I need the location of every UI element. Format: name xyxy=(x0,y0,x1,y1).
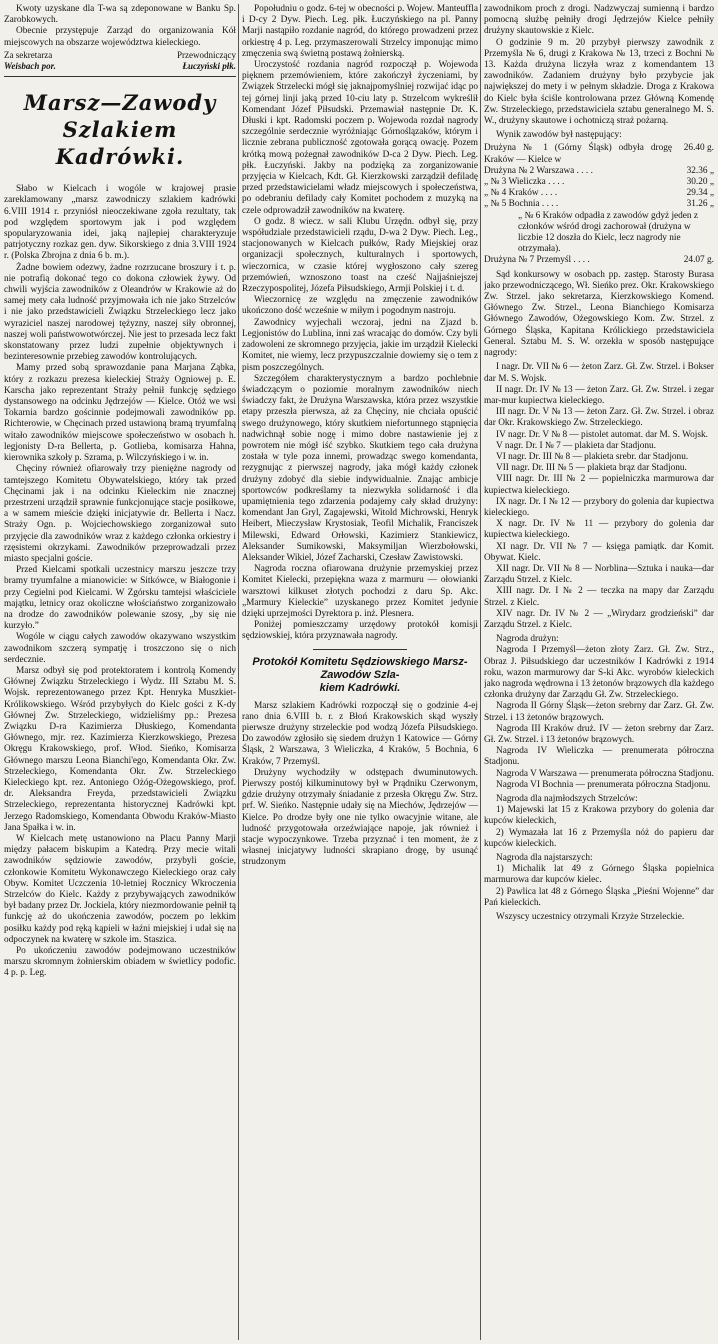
award-item: VI nagr. Dr. III № 8 — plakieta srebr. dar Stadjonu. xyxy=(496,451,689,462)
award-item: I nagr. Dr. VII № 6 — żeton Zarz. Gł. Zw. Strzel. i Bokser dar M. S. Wojsk. xyxy=(484,362,714,384)
result-team: „ № 5 Bochnia . . . . xyxy=(484,199,559,210)
closing-line: Wszyscy uczestnicy otrzymali Krzyże Strzeleckie. xyxy=(496,912,685,923)
award-item: V nagr. Dr. I № 7 — plakieta dar Stadjonu. xyxy=(496,440,657,451)
column-2 xyxy=(242,4,478,1340)
result-time: 26.40 g. xyxy=(683,143,714,154)
oldest-title: Nagroda dla najstarszych: xyxy=(496,853,593,864)
article-paragraph: Chęciny również ofiarowały trzy pieniężne nagrody od tamtejszego Komitetu Obywatelskiego, który tak przed Chęcinami jak i na odcinku Kieleckim nie znacznej przestrzeni urządził sprawnie funkcjonujące stacje posiłkowe, a w samem mieście dzięki inicjatywie dr. Bellerta i Nacz. Straży Ogn. p. Wojciechowskiego zorganizował suto przyjęcie dla zawodników wraz z każdego członka orkiestry i rzęsistemi okrzykami. Zawodników przeprowadzali przez miasto specjalni goście. xyxy=(4,464,236,564)
award-item: II nagr. Dr. IV № 13 — żeton Zarz. Gł. Zw. Strzel. i zegar mar-mur kupiectwa kieleckiego. xyxy=(484,384,714,406)
article-paragraph: Nagroda roczna ofiarowana drużynie przemyskiej przez Komitet Kielecki, przepiękna waza z marmuru — ołowianki warsztowi kilkuset złotych pochodzi z daru Sp. Akc. „Marmury Kieleckie” uzyskanego przez Komitet jedynie dzięki uprzejmości Dyrektora p. inż. Plesnera. xyxy=(242,564,478,619)
youngest-title: Nagroda dla najmłodszych Strzelców: xyxy=(496,794,638,805)
article-paragraph: Słabo w Kielcach i wogóle w krajowej prasie zareklamowany „marsz zawodniczy szlakiem kadrówki 6.VIII 1914 r. przyniósł nieoczekiwane zgoła rezultaty, tak pod względem sportowym jak i pod względem spopularyzowania idei, jaką najlepiej charakteryzuje patrjotyczny rozkaz gen. dyw. Sikorskiego z dnia 3.VIII 1924 r. (Polska Zbrojna z dnia 6 b. m.). xyxy=(4,184,236,262)
result-row xyxy=(484,188,714,199)
award-item: IV nagr. Dr. V № 8 — pistolet automat. dar M. S. Wojsk. xyxy=(496,429,708,440)
team-award-item: Nagroda IV Wieliczka — prenumerata półroczna Stadjonu. xyxy=(484,746,714,768)
award-item: IX nagr. Dr. I № 12 — przybory do golenia dar kupiectwa kieleckiego. xyxy=(484,496,714,518)
result-time: 32.36 „ xyxy=(686,165,714,176)
result-time: 24.07 g. xyxy=(683,255,714,266)
result-row xyxy=(484,166,714,177)
article-paragraph: Zawodnicy wyjechali wczoraj, jedni na Zjazd b. Legjonistów do Lublina, inni zaś wracając do domów. Czy byli zadowoleni ze skromnego przyjęcia, jakie im urządził Kielecki Komitet, nie wiemy, lecz przypuszczalnie dowiemy się o tem z pism poszczególnych. xyxy=(242,317,478,373)
protocol-paragraph: Drużyny wychodziły w odstępach dwuminutowych. Pierwszy postój kilkuminutowy był w Prądniku Czerwonym, gdzie drużyny otrzymały śniadanie z przesła Okręgu Zw. Strz. prf. W. Sieńko. Następnie udały się na Miechów, Jędrzejów — Kielce. Po drodze były one nie tylko owacyjnie witane, ale ludność przygotowała orzeźwiające napoje, jak również i stacje wypoczynkowe. Trzeba przyznać i ten moment, że z własnej inicjatywy ludności skrapiano drogę, by usunąć strudzonym xyxy=(242,767,478,868)
protocol-paragraph: Marsz szlakiem Kadrówki rozpoczął się o godzinie 4-ej rano dnia 6.VIII b. r. z Błoń Krakowskich skąd wyszły pierwsze drużyny strzeleckie pod wodzą Józefa Piłsudskiego. Do zawodów zgłosiło się siedem drużyn 1 Katowice — Górny Śląsk, 2 Warszawa, 3 Wieliczka, 4 Kraków, 5 Bochnia, 6 Kraków, 7 Przemyśl. xyxy=(242,700,478,767)
column-divider xyxy=(480,4,481,1340)
result-time: 31.26 „ xyxy=(686,199,714,210)
result-team: Drużyna № 2 Warszawa . . . . xyxy=(484,165,593,176)
result-row xyxy=(484,143,714,165)
chairman-name: Łuczyński płk. xyxy=(182,61,236,72)
result-team: Drużyna № 1 (Górny Śląsk) odbyła drogę Kraków — Kielce w xyxy=(484,143,672,165)
result-note: „ № 6 Kraków odpadła z zawodów gdyż jeden z członków wśród drogi zachorował (drużyna w liczbie 12 doszła do Kielc, lecz nagrody nie otrzymała). xyxy=(518,210,699,255)
team-award-item: Nagroda II Górny Śląsk—żeton srebrny dar Zarz. Gł. Zw. Strzel. i 13 żetonów brązowych. xyxy=(484,701,714,723)
article-paragraph: Uroczystość rozdania nagród rozpoczął p. Wojewoda pięknem przemówieniem, które zakończył życzeniami, by Związek Strzelecki mógł się jaknajpomyślniej rozwijać idąc po tej górnej linji jaką przed 10-ciu laty p. Strzelcom wykreślił Komendant Józef Piłsudski. Przemawiał następnie Dr. K. Dłuski i kpt. Radomski poczem p. Wojewoda rozdał nagrody szczególnie serdecznie wyróżniając Górnoślązaków, którym i licznie zebrana publiczność zgotowała gorącą owację. Pozem krótką mową pożegnał zawodników D-ca 2 Dyw. Piech. Leg. płk. Łuczyński. Jakby na podzięką za zorganizowanie przyjęcia w Kielcach, Kdt. Gł. Kierzkowski zarządził defiladę przed przedstawicielami władz miejscowych i społeczeństwa, po odebraniu defilady cały Komitet pochodem z muzyką na czele odprowadził zawodników na kwaterę. xyxy=(242,60,478,216)
headline-line: Szlakiem Kadrówki. xyxy=(55,117,185,170)
team-award-item: Nagroda V Warszawa — prenumerata półroczna Stadjonu. xyxy=(496,768,714,779)
award-item: VII nagr. Dr. III № 5 — plakieta brąz dar Stadjonu. xyxy=(496,463,687,474)
jury-paragraph: Sąd konkursowy w osobach pp. zastęp. Starosty Burasa jako przewodniczącego, Wł. Sieńko prez. Okr. Krakowskiego Zw. Strzel. jako sekretarza, Kierzkowskiego Komend. Głównego Zw. Strzel., Leona Bianchiego Komisarza Głównego Zawodów, Ożegowskiego Kom. Zw. Strzel. z Górnego Śląska, Kapitana Królickiego przedstawiciela General. Sztabu M. S. W. orzekła w sposób następujące nagrody: xyxy=(484,269,714,359)
article-paragraph: Szczegółem charakterystycznym a bardzo pochlebnie świadczącym o poziomie moralnym zawodników niech świadczy fakt, że Drużyna Warszawska, która przez wszystkie etapy przeszła pierwsza, aż za Chęciny, nie chciała opuścić swego drużynowego, który skutkiem niefortunnego stąpnięcia nadwichnął sobie nogę i mimo dobre nastawienie jej z powrotem nie mógł iść szybko. Skutkiem tego cała drużyna została w tyle poza innemi, prowadząc swego komendanta, rezygnując z pierwszej nagrody, jaka mógł każdy członek drużyny zdobyć dla siebie indywidualnie. Znając ambicje sportowców podkreślamy ta niezwykła solidarność i dla upamiętnienia tego zdarzenia podajemy cały skład drużyny: komendant Jan Gryl, Zagajewski, Witold Michrowski, Henryk Heibert, Mieczysław Krystosiak, Teofil Michalik, Franciszek Milewski, Edward Orłowski, Kazimierz Stankiewicz, Aleksander Sumikowski, Maksymiljan Wierzbołowski, Aleksander Wikiel, Józef Zacharski, Czesław Zawistowski. xyxy=(242,373,478,563)
section-divider xyxy=(313,649,407,650)
intro-paragraph: Obecnie przystępuje Zarząd do organizowania Kół miejscowych na obszarze województwa kieleckiego. xyxy=(4,26,236,48)
article-paragraph: Żadne bowiem odezwy, żadne rozrzucane broszury i t. p. nie potrafią dokonać tego co dokona człowiek żywy. Od chwili wyjścia zawodników z Oleandrów w Krakowie aż do samej mety cała ludność przyjmowała ich nie jako Strzelców i nie jako przedstawicieli Związku Strzeleckiego lecz jako wyraziciel naszej narodowej tężyzny, naszej siły obronnej, naszej woli państwowotwórczej. Nie jest to przesada lecz fakt skonstatowany przez ludzi zupełnie objektywnych i bezinteresownie przebieg zawodów kontrolujących. xyxy=(4,262,236,363)
award-item: III nagr. Dr. V № 13 — żeton Zarz. Gł. Zw. Strzel. i obraz dar Okr. Krakowskiego Zw. Strzeleckiego. xyxy=(484,407,714,429)
result-row xyxy=(484,199,714,210)
protocol-title-line: kiem Kadrówki. xyxy=(319,681,401,694)
protocol-paragraph: O godzinie 9 m. 20 przybył pierwszy zawodnik z Przemyśla № 6, drugi z Krakowa № 13, trzeci z Bochni № 13. Każda drużyna liczyła wraz z komendantem 13 zawodników. Zadaniem drużyny było przybycie jak największej do mety i w pełnym składzie. Droga z Krakowa do Kielc była ściśle kontrolowana przez Główną Komendę Zw. Strzeleckiego, przedstawiciela sztabu generalnego M. S. W., drużyny skautowe i ochotniczą straż pożarną. xyxy=(484,37,714,127)
team-award-item: Nagroda I Przemyśl—żeton złoty Zarz. Gł. Zw. Strz., Obraz J. Piłsudskiego dar uczestników I Kadrówki z 1914 roku, wazon marmurowy dar S-ki Akc. wyrobów kieleckich jako nagroda wędrowna i 13 żetonów brązowych dla każdego członka drużyny dar Zarządu Gł. Zw. Strzeleckiego. xyxy=(484,645,714,701)
article-paragraph: Popołudniu o godz. 6-tej w obecności p. Wojew. Manteuffla i D-cy 2 Dyw. Piech. Leg. płk. Łuczyńskiego na pl. Panny Marji nastąpiło rozdanie nagród, do którego prowadzeni przez orkiestrę 4 p. Leg. przymaszerowali Strzelcy imponując mimo zmęczenia swą świetną postawą żołnierską. xyxy=(242,4,478,59)
result-time: 30.20 „ xyxy=(686,177,714,188)
headline-line: Marsz—Zawody xyxy=(23,90,217,116)
protocol-title-line: Protokół Komitetu Sędziowskiego Marsz-Zawodów Szla- xyxy=(252,655,468,681)
article-paragraph: Przed Kielcami spotkali uczestnicy marszu jeszcze trzy bramy tryumfalne a mianowicie: w Sitkówce, w Białogonie i przy Cegielni pod Kielcami. W Zgórsku tamtejsi właściciele majątku, letnicy oraz okoliczne włościaństwo zorganizowało na drodze do zawodników polewanie szosy, „by się nie kurzyło.” xyxy=(4,565,236,632)
youngest-item: 1) Majewski lat 15 z Krakowa przybory do golenia dar kupców kieleckich, xyxy=(484,805,714,827)
section-divider xyxy=(4,76,236,77)
article-paragraph: Wogóle w ciągu całych zawodów okazywano wszystkim zawodnikom szczerą sympatję i troszczono się o nich serdecznie. xyxy=(4,632,236,665)
intro-paragraph: Kwoty uzyskane dla T-wa są zdeponowane w Banku Sp. Zarobkowych. xyxy=(4,4,236,26)
article-paragraph: W Kielcach metę ustanowiono na Placu Panny Marji między pałacem biskupim a Katedrą. Przy mecie witali zawodników sędziowie zawodów, przybyli goście, członkowie Komitetu Wykonawczego Kieleckiego oraz cały Obyw. Komitet Uczczenia 10-letniej Rocznicy Wkroczenia Strzelców do Kielc. Każdy z przybywających zawodników był badany przez Dr. Jockiela, który niezmordowanie pełnił tą funkcję aż do ukończenia zawodów, poczem po lekkim posiłku każdy pod ręką kąpieli w łaźni miejskiej i udał się na odpoczynek na kwaterę w szkole im. Staszica. xyxy=(4,834,236,945)
column-1 xyxy=(4,4,236,1340)
protocol-paragraph: zawodnikom proch z drogi. Nadzwyczaj sumienną i bardzo pomocną służbę pełniły drogi Jędrzejów Kielce pełniły drużyny skautowskie z Kielc. xyxy=(484,4,714,37)
result-team: Drużyna № 7 Przemyśl . . . . xyxy=(484,255,590,266)
column-divider xyxy=(238,4,239,1340)
result-time: 29.34 „ xyxy=(686,188,714,199)
team-awards-title: Nagroda drużyn: xyxy=(496,634,559,645)
secretary-name: Weisbach por. xyxy=(4,61,56,72)
result-row xyxy=(484,177,714,188)
result-team: „ № 4 Kraków . . . . xyxy=(484,188,558,199)
oldest-item: 1) Michalik lat 49 z Górnego Śląska popielnica marmurowa dar kupców kielec. xyxy=(484,864,714,886)
article-paragraph: Marsz odbył się pod protektoratem i kontrolą Komendy Głównej Związku Strzeleckiego i Wydz. III Sztabu M. S. Wojsk. reprezentowanego przez Kpt. Henryka Muszkiet-Królikowskiego. Wśród przybyłych do Kielc gości z K-dy Głównej Zw. Strzeleckiego, widzieliśmy pp.: Prezesa Związku D-ra Kazimierza Dłuskiego, Komendanta Głównego, mjr. rez. Kazimierza Kierzkowskiego, Prezesa Okręgu Krakowskiego, prof. Włod. Sieńko, Komisarza Głównego marszu Leona Bianchi'ego, Komendanta Okr. Zw. Strzeleckiego, Komendanta Okr. Zw. Strzeleckiego Kieleckiego kpt. rez. Antoniego Ożóg-Ożegowskiego, prof. dr. Aleksandra Freyda, przedstawicieli Związku Strzeleckiego, reprezentanta historycznej Kadrówki kpt. Jerzego Radomskiego, Komendanta Obwodu Kraków-Miasto Jana Spałka i w. in. xyxy=(4,665,236,833)
team-award-item: Nagroda III Kraków druż. IV — żeton srebrny dar Zarz. Gł. Zw. Strzel. i 13 żetonów brązowych. xyxy=(484,723,714,745)
award-item: XI nagr. Dr. VII № 7 — księga pamiątk. dar Komit. Obywat. Kielc. xyxy=(484,541,714,563)
article-headline xyxy=(4,89,236,170)
article-paragraph: Po ukończeniu zawodów podejmowano uczestników marszu skromnym żołnierskim obiadem w świetlicy podofic. 4 p. p. Leg. xyxy=(4,946,236,979)
chairman-role: Przewodniczący xyxy=(177,49,236,60)
awards-list xyxy=(484,362,714,631)
team-award-item: Nagroda VI Bochnia — prenumerata półroczna Stadjonu. xyxy=(496,779,711,790)
award-item: X nagr. Dr. IV № 11 — przybory do golenia dar kupiectwa kieleckiego. xyxy=(484,519,714,541)
article-paragraph: O godz. 8 wiecz. w sali Klubu Urzędn. odbył się, przy współudziale przedstawicieli rządu, D-wa 2 Dyw. Piech. Leg., stacjonowanych w Kielcach pułków, Rady Miejskiej oraz organizacji społecznych, kulturalnych i sportowych, wieczornica, w czasie której wygłoszono cały szereg przemówień, wznoszono toast na cześć Najjaśniejszej Rzeczypospolitej, Józefa Piłsudskiego, Armji Polskiej i t. d. xyxy=(242,216,478,295)
award-item: XII nagr. Dr. VII № 8 — Norblina—Sztuka i nauka—dar Zarządu Strzel. z Kielc. xyxy=(484,563,714,586)
article-paragraph: Mamy przed sobą sprawozdanie pana Marjana Ząbka, który z rozkazu prezesa kieleckiej Straży Ogniowej p. E. Karscha jako reprezentant Straży pełnił funkcję sędziego dystansowego na odcinku Jędrzejów — Kielce. Otóż we wsi Tokarnia bardzo gościnnie podejmowali zawodników pp. Richterowie, w Chęcinach przed ustawioną bramą tryumfalną witało zawodników miejscowe społeczeństwo w osobach h. legjonisty D-ra Bellerta, p. Gotlieba, komisarza Hahna, kierownika szkoły p. Szrama, p. Wilczyńskiego i w. in. xyxy=(4,363,236,464)
signature-names xyxy=(4,61,236,72)
results-table xyxy=(484,143,714,266)
result-row xyxy=(484,255,714,266)
award-item: VIII nagr. Dr. III № 2 — popielniczka marmurowa dar kupiectwa kieleckiego. xyxy=(484,474,714,496)
results-intro: Wynik zawodów był następujący: xyxy=(496,130,622,141)
award-item: XIV nagr. Dr. IV № 2 — „Wirydarz grodzieński” dar Zarządu Strzel. z Kielc. xyxy=(484,608,714,630)
protocol-title xyxy=(242,656,478,695)
secretary-role: Za sekretarza xyxy=(4,49,53,60)
column-3 xyxy=(484,4,714,1340)
article-paragraph: Wieczornicę ze względu na zmęczenie zawodników ukończono dość wcześnie w miłym i pogodnym nastroju. xyxy=(242,295,478,317)
signature-roles xyxy=(4,50,236,61)
article-paragraph: Poniżej pomieszczamy urzędowy protokół komisji sędziowskiej, która przyznawała nagrody. xyxy=(242,620,478,642)
result-team: „ № 3 Wieliczka . . . . xyxy=(484,177,565,188)
oldest-item: 2) Pawlica lat 48 z Górnego Śląska „Pieśni Wojenne” dar Pań kieleckich. xyxy=(484,886,714,908)
youngest-item: 2) Wymazała lat 16 z Przemyśla nóż do papieru dar kupców kieleckich. xyxy=(484,827,714,849)
award-item: XIII nagr. Dr. I № 2 — teczka na mapy dar Zarządu Strzel. z Kielc. xyxy=(484,586,714,608)
